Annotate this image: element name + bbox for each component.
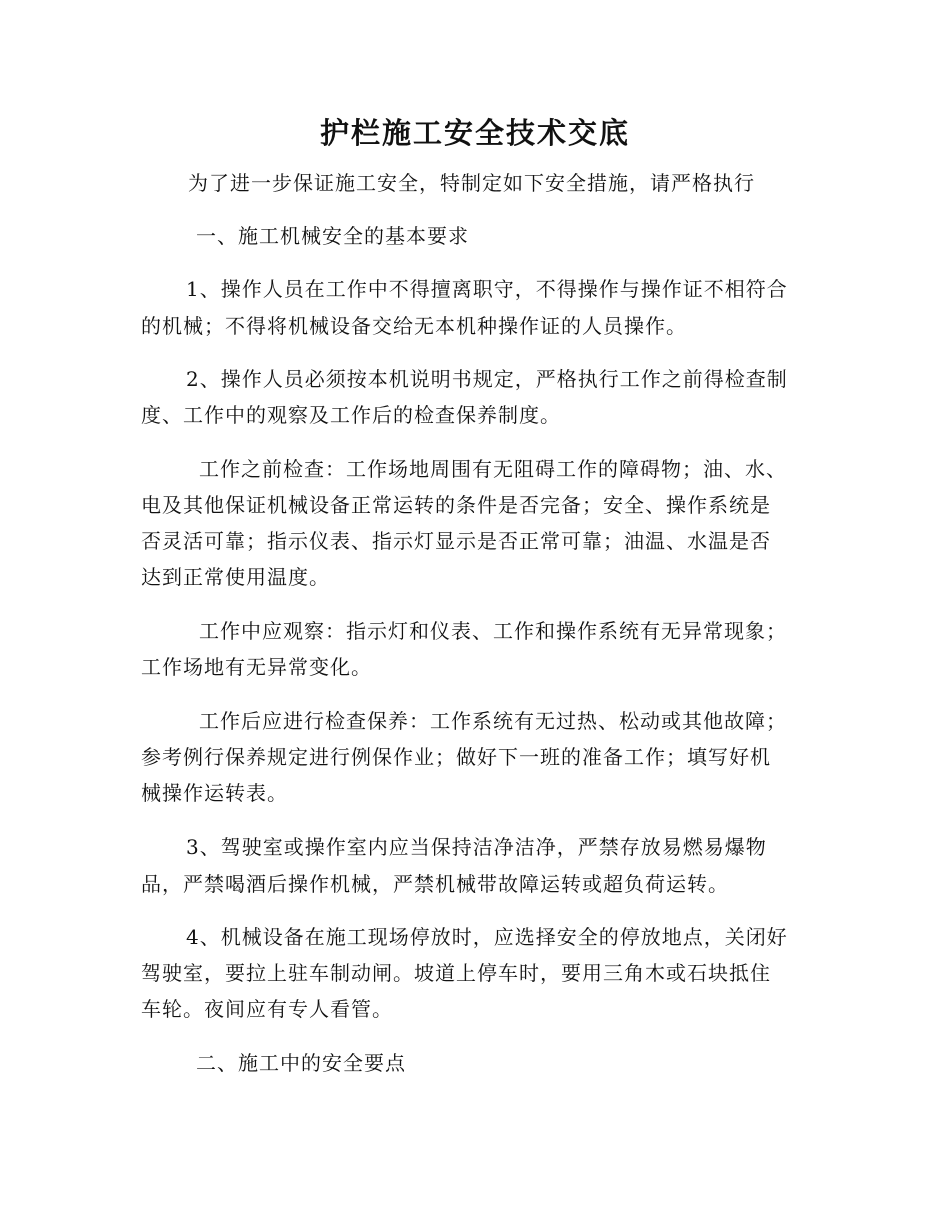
paragraph-5-line-1: 工作后应进行检查保养：工作系统有无过热、松动或其他故障； — [199, 709, 787, 733]
paragraph-7-line-3: 车轮。夜间应有专人看管。 — [141, 997, 393, 1021]
paragraph-1-line-1: 1、操作人员在工作中不得擅离职守，不得操作与操作证不相符合 — [186, 277, 788, 301]
paragraph-5-line-2: 参考例行保养规定进行例保作业；做好下一班的准备工作；填写好机 — [141, 745, 771, 769]
paragraph-2-line-2: 度、工作中的观察及工作后的检查保养制度。 — [141, 403, 561, 427]
paragraph-1-line-2: 的机械；不得将机械设备交给无本机种操作证的人员操作。 — [141, 314, 687, 338]
paragraph-6-line-2: 品，严禁喝酒后操作机械，严禁机械带故障运转或超负荷运转。 — [141, 872, 729, 896]
section-heading-2: 二、施工中的安全要点 — [196, 1051, 406, 1075]
paragraph-3-line-3: 否灵活可靠；指示仪表、指示灯显示是否正常可靠；油温、水温是否 — [141, 529, 771, 553]
paragraph-7-line-2: 驾驶室，要拉上驻车制动闸。坡道上停车时，要用三角木或石块抵住 — [141, 961, 771, 985]
document-title: 护栏施工安全技术交底 — [319, 116, 630, 150]
paragraph-3-line-4: 达到正常使用温度。 — [141, 565, 330, 589]
paragraph-7-line-1: 4、机械设备在施工现场停放时，应选择安全的停放地点，关闭好 — [186, 925, 788, 949]
paragraph-4-line-2: 工作场地有无异常变化。 — [141, 655, 372, 679]
paragraph-3-line-1: 工作之前检查：工作场地周围有无阻碍工作的障碍物；油、水、 — [199, 457, 787, 481]
section-heading-1: 一、施工机械安全的基本要求 — [196, 224, 469, 248]
paragraph-5-line-3: 械操作运转表。 — [141, 781, 288, 805]
paragraph-6-line-1: 3、驾驶室或操作室内应当保持洁净洁净，严禁存放易燃易爆物 — [186, 835, 767, 859]
paragraph-3-line-2: 电及其他保证机械设备正常运转的条件是否完备；安全、操作系统是 — [141, 493, 771, 517]
intro-text: 为了进一步保证施工安全，特制定如下安全措施，请严格执行 — [188, 171, 755, 195]
paragraph-2-line-1: 2、操作人员必须按本机说明书规定，严格执行工作之前得检查制 — [186, 367, 788, 391]
paragraph-4-line-1: 工作中应观察：指示灯和仪表、工作和操作系统有无异常现象； — [199, 619, 787, 643]
